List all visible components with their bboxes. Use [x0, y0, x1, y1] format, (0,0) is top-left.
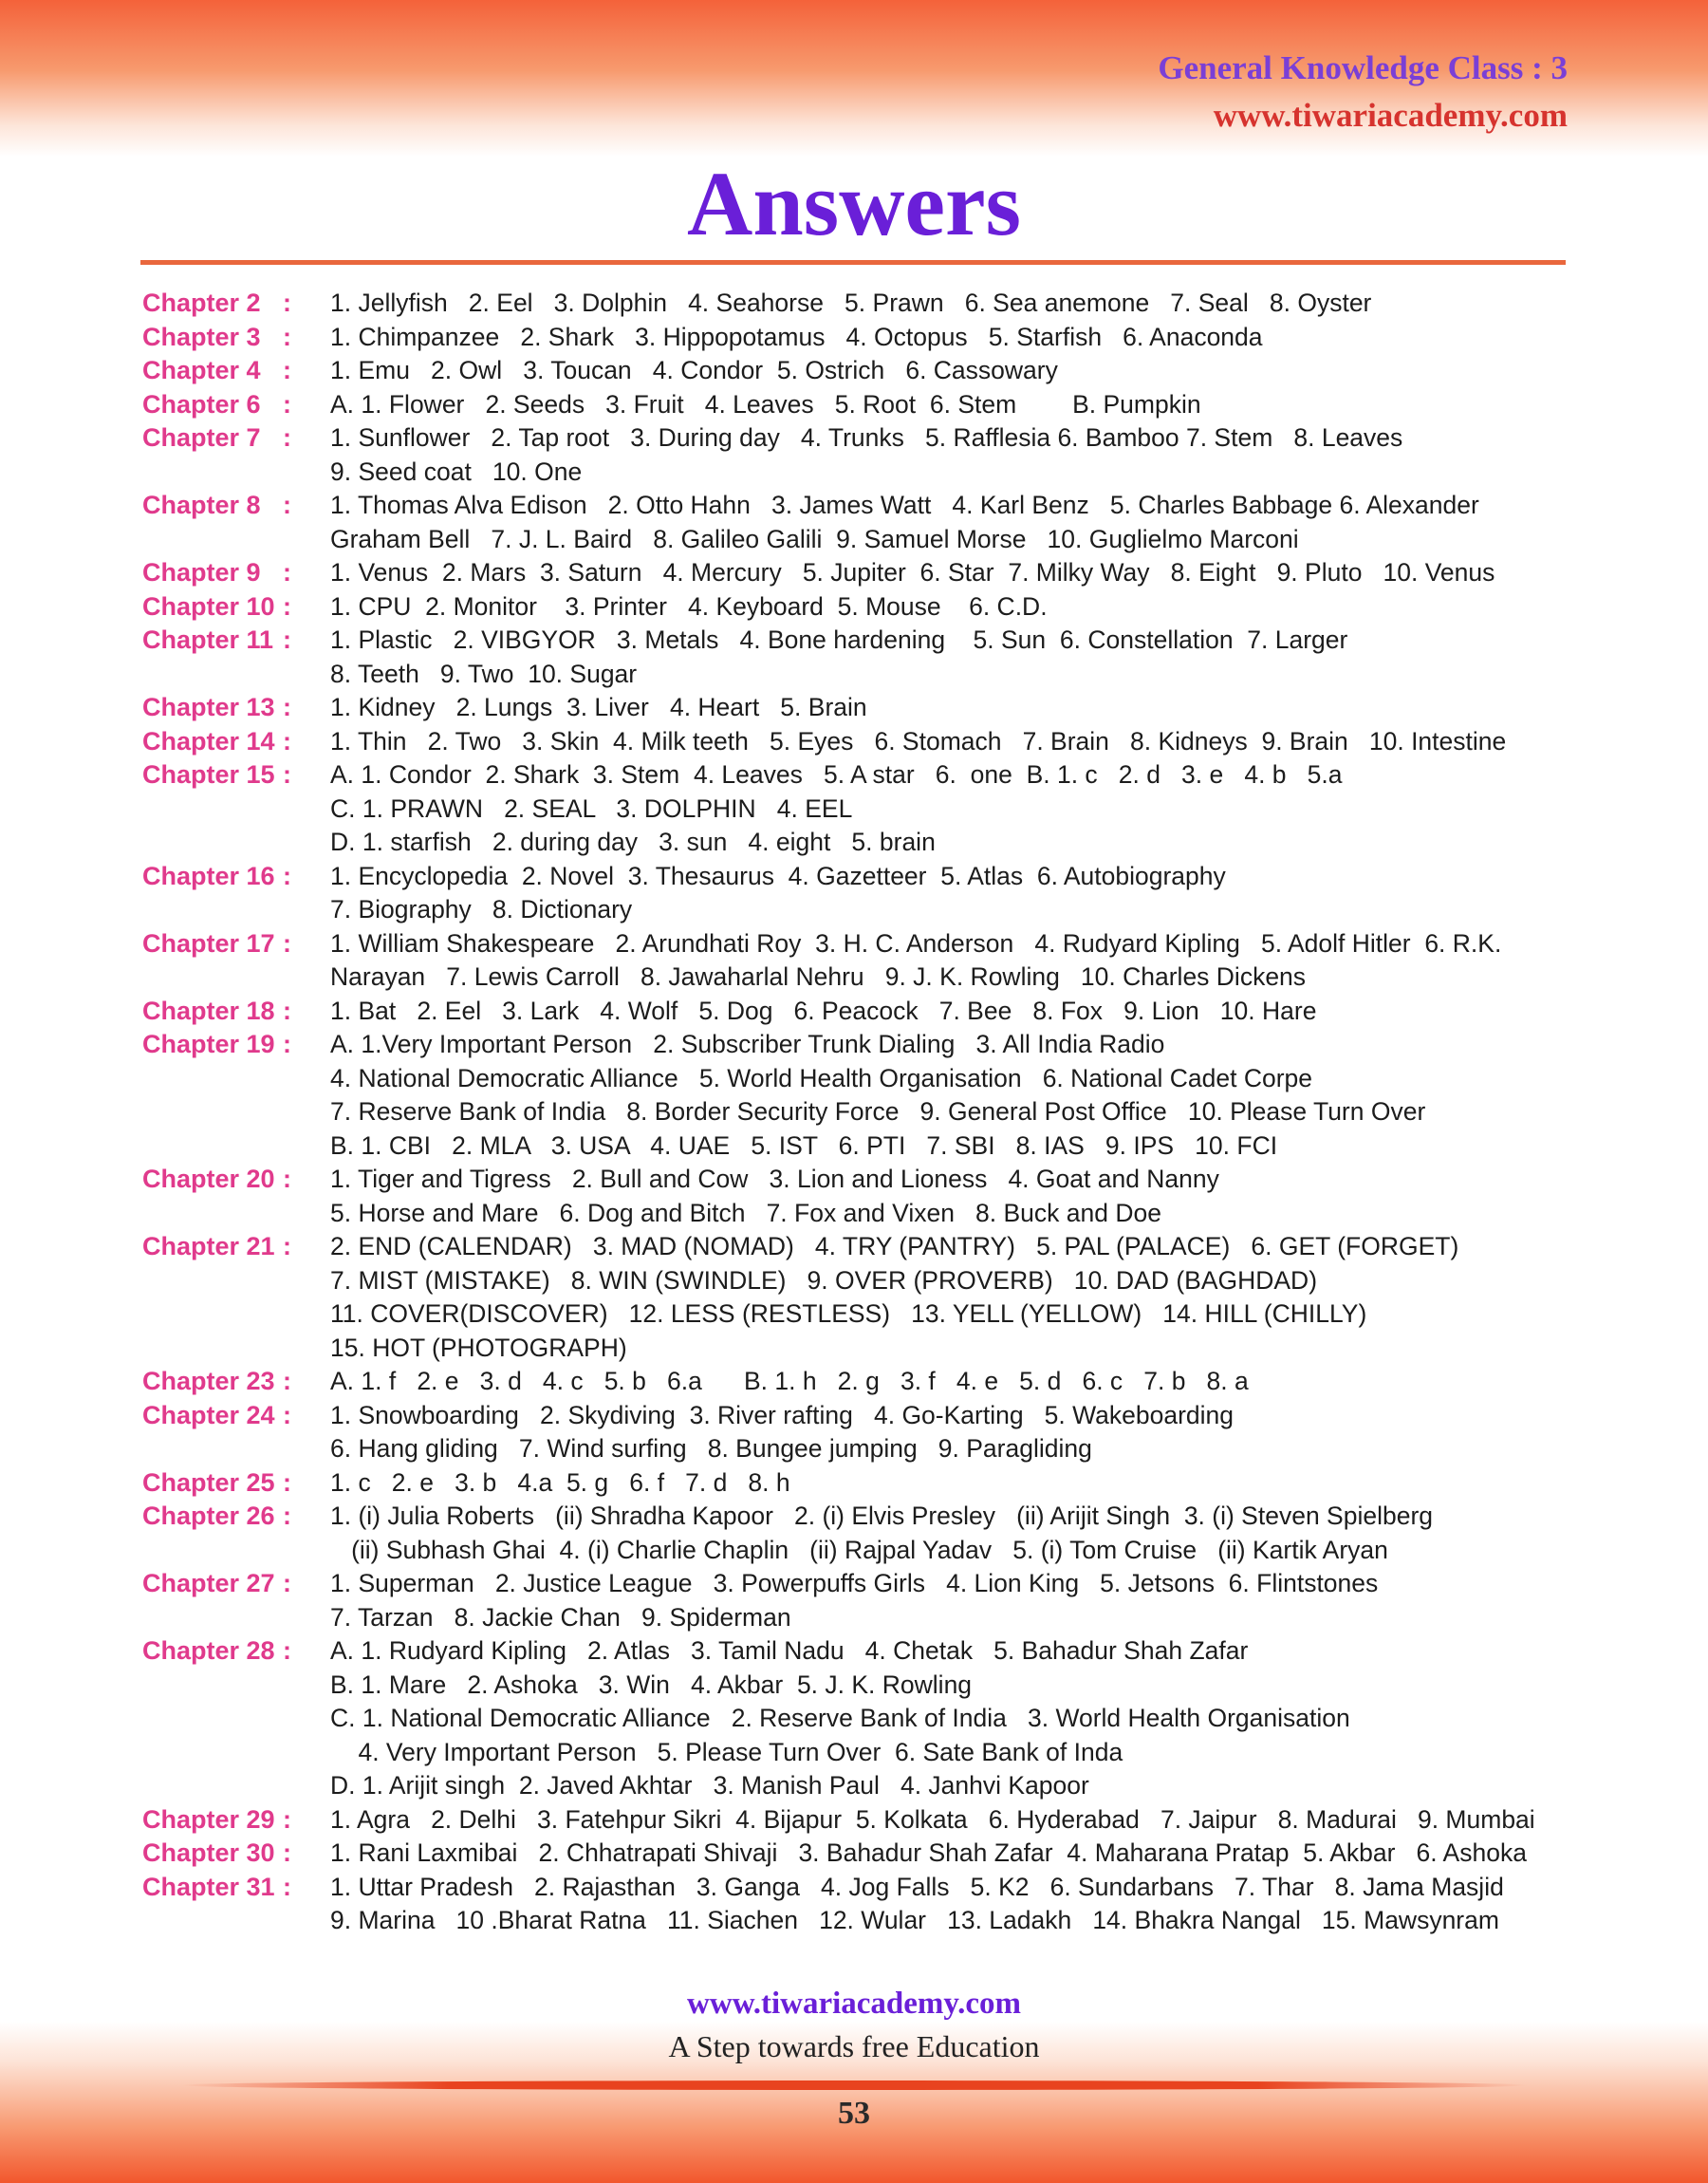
chapter-separator: :	[283, 1030, 291, 1058]
chapter-answers	[330, 1399, 1575, 1466]
chapter-label: Chapter 29	[142, 1804, 275, 1834]
answer-line: 1. Agra 2. Delhi 3. Fatehpur Sikri 4. Bijapur 5. Kolkata 6. Hyderabad 7. Jaipur 8. Madurai 9. Mumbai	[330, 1804, 1535, 1834]
chapter-row	[142, 860, 1575, 927]
answer-line: 7. Biography 8. Dictionary	[330, 895, 633, 924]
chapter-separator: :	[283, 423, 291, 452]
chapter-row	[142, 354, 1575, 388]
chapter-row	[142, 1163, 1575, 1230]
answer-line: D. 1. Arijit singh 2. Javed Akhtar 3. Manish Paul 4. Janhvi Kapoor	[330, 1771, 1089, 1800]
chapter-label: Chapter 28	[142, 1636, 275, 1665]
chapter-separator: :	[283, 996, 291, 1025]
chapter-answers	[330, 1028, 1575, 1163]
answer-line: 4. Very Important Person 5. Please Turn Over 6. Sate Bank of Inda	[330, 1737, 1123, 1766]
chapter-label: Chapter 13	[142, 693, 275, 721]
chapter-answers	[330, 927, 1575, 995]
chapter-label: Chapter 11	[142, 625, 274, 654]
footer-url[interactable]: www.tiwariacademy.com	[687, 1987, 1021, 2021]
chapter-row	[142, 421, 1575, 489]
chapter-label: Chapter 27	[142, 1569, 275, 1597]
chapter-separator: :	[283, 1838, 291, 1867]
answer-line: 6. Hang gliding 7. Wind surfing 8. Bungee jumping 9. Paragliding	[330, 1434, 1092, 1463]
chapter-separator: :	[283, 1569, 291, 1597]
answer-line: 1. Emu 2. Owl 3. Toucan 4. Condor 5. Ostrich 6. Cassowary	[330, 356, 1058, 384]
answer-line: A. 1. Rudyard Kipling 2. Atlas 3. Tamil Nadu 4. Chetak 5. Bahadur Shah Zafar	[330, 1636, 1249, 1665]
answer-line: A. 1.Very Important Person 2. Subscriber Trunk Dialing 3. All India Radio	[330, 1030, 1165, 1058]
chapter-answers	[330, 1500, 1575, 1567]
chapter-answers	[330, 1803, 1575, 1838]
answer-line: 11. COVER(DISCOVER) 12. LESS (RESTLESS) 13. YELL (YELLOW) 14. HILL (CHILLY)	[330, 1299, 1367, 1328]
chapter-separator: :	[283, 1467, 291, 1497]
chapter-separator: :	[283, 1804, 291, 1834]
chapter-label: Chapter 15	[142, 760, 275, 789]
chapter-separator: :	[283, 558, 291, 587]
chapter-label: Chapter 21	[142, 1232, 275, 1260]
chapter-separator: :	[283, 1232, 291, 1260]
chapter-answers	[330, 725, 1575, 759]
chapter-row	[142, 590, 1575, 625]
chapter-separator: :	[283, 1367, 291, 1395]
chapter-label: Chapter 8	[142, 491, 261, 519]
answer-line: C. 1. National Democratic Alliance 2. Reserve Bank of India 3. World Health Organisation	[330, 1704, 1350, 1732]
chapter-answers	[330, 691, 1575, 725]
footer-divider	[180, 2080, 1528, 2090]
chapter-separator: :	[283, 726, 291, 756]
chapter-separator: :	[283, 356, 291, 384]
answer-line: 1. Bat 2. Eel 3. Lark 4. Wolf 5. Dog 6. Peacock 7. Bee 8. Fox 9. Lion 10. Hare	[330, 996, 1317, 1025]
chapter-answers	[330, 321, 1575, 355]
chapter-label: Chapter 20	[142, 1165, 275, 1193]
answer-line: 1. Thin 2. Two 3. Skin 4. Milk teeth 5. Eyes 6. Stomach 7. Brain 8. Kidneys 9. Brain 10. Intestine	[330, 726, 1507, 756]
chapter-label: Chapter 26	[142, 1502, 275, 1530]
answer-line: A. 1. Condor 2. Shark 3. Stem 4. Leaves 5. A star 6. one B. 1. c 2. d 3. e 4. b 5.a	[330, 760, 1343, 789]
chapter-row	[142, 287, 1575, 321]
answer-line: 1. Uttar Pradesh 2. Rajasthan 3. Ganga 4. Jog Falls 5. K2 6. Sundarbans 7. Thar 8. Jama Masjid	[330, 1872, 1504, 1901]
chapter-answers	[330, 354, 1575, 388]
answer-line: 1. CPU 2. Monitor 3. Printer 4. Keyboard 5. Mouse 6. C.D.	[330, 591, 1048, 621]
chapter-answers	[330, 489, 1575, 556]
title-divider	[140, 260, 1566, 265]
answer-line: (ii) Subhash Ghai 4. (i) Charlie Chaplin (ii) Rajpal Yadav 5. (i) Tom Cruise (ii) Kartik Aryan	[330, 1535, 1388, 1564]
chapter-separator: :	[283, 1400, 291, 1429]
chapter-row	[142, 1399, 1575, 1466]
answer-line: B. 1. CBI 2. MLA 3. USA 4. UAE 5. IST 6. PTI 7. SBI 8. IAS 9. IPS 10. FCI	[330, 1130, 1278, 1160]
answer-line: 1. Kidney 2. Lungs 3. Liver 4. Heart 5. Brain	[330, 693, 867, 721]
answer-line: 1. Encyclopedia 2. Novel 3. Thesaurus 4. Gazetteer 5. Atlas 6. Autobiography	[330, 861, 1226, 890]
answer-line: 5. Horse and Mare 6. Dog and Bitch 7. Fox and Vixen 8. Buck and Doe	[330, 1198, 1161, 1227]
chapter-row	[142, 758, 1575, 860]
chapter-row	[142, 556, 1575, 590]
chapter-row	[142, 388, 1575, 422]
answer-line: Graham Bell 7. J. L. Baird 8. Galileo Galili 9. Samuel Morse 10. Guglielmo Marconi	[330, 524, 1299, 553]
answer-line: A. 1. Flower 2. Seeds 3. Fruit 4. Leaves 5. Root 6. Stem B. Pumpkin	[330, 389, 1201, 419]
chapter-answers	[330, 1567, 1575, 1634]
chapter-answers	[330, 995, 1575, 1029]
chapter-label: Chapter 3	[142, 322, 261, 351]
chapter-row	[142, 489, 1575, 556]
chapter-label: Chapter 4	[142, 356, 261, 384]
chapter-row	[142, 927, 1575, 995]
chapter-separator: :	[283, 928, 291, 958]
answer-line: D. 1. starfish 2. during day 3. sun 4. eight 5. brain	[330, 828, 936, 856]
chapter-label: Chapter 23	[142, 1367, 275, 1395]
answer-line: 1. Plastic 2. VIBGYOR 3. Metals 4. Bone hardening 5. Sun 6. Constellation 7. Larger	[330, 625, 1348, 654]
chapter-row	[142, 691, 1575, 725]
chapter-label: Chapter 19	[142, 1030, 275, 1058]
chapter-separator: :	[283, 861, 291, 890]
chapter-label: Chapter 25	[142, 1467, 275, 1497]
chapter-separator: :	[283, 693, 291, 721]
answer-line: Narayan 7. Lewis Carroll 8. Jawaharlal Nehru 9. J. K. Rowling 10. Charles Dickens	[330, 962, 1307, 991]
chapter-label: Chapter 2	[142, 289, 261, 317]
chapter-answers	[330, 556, 1575, 590]
chapter-row	[142, 1871, 1575, 1938]
chapter-row	[142, 1803, 1575, 1838]
chapter-row	[142, 995, 1575, 1029]
answer-line: 1. Thomas Alva Edison 2. Otto Hahn 3. James Watt 4. Karl Benz 5. Charles Babbage 6. Alexander	[330, 491, 1479, 519]
chapter-label: Chapter 7	[142, 423, 261, 452]
answer-line: A. 1. f 2. e 3. d 4. c 5. b 6.a B. 1. h 2. g 3. f 4. e 5. d 6. c 7. b 8. a	[330, 1367, 1249, 1395]
footer-tagline: A Step towards free Education	[668, 2029, 1040, 2063]
chapter-row	[142, 1365, 1575, 1399]
chapter-row	[142, 1500, 1575, 1567]
chapter-separator: :	[283, 289, 291, 317]
chapter-answers	[330, 1163, 1575, 1230]
chapter-answers	[330, 1871, 1575, 1938]
chapter-label: Chapter 10	[142, 591, 275, 621]
chapter-label: Chapter 6	[142, 389, 261, 419]
chapter-separator: :	[283, 1636, 291, 1665]
chapter-answers	[330, 388, 1575, 422]
chapter-answers	[330, 1365, 1575, 1399]
chapter-answers	[330, 1634, 1575, 1803]
chapter-separator: :	[283, 322, 291, 351]
answer-line: 1. Tiger and Tigress 2. Bull and Cow 3. Lion and Lioness 4. Goat and Nanny	[330, 1165, 1219, 1193]
chapter-label: Chapter 14	[142, 726, 275, 756]
chapter-answers	[330, 860, 1575, 927]
chapter-row	[142, 1837, 1575, 1871]
chapter-separator: :	[283, 625, 291, 654]
chapter-answers	[330, 1230, 1575, 1365]
answer-line: 7. Tarzan 8. Jackie Chan 9. Spiderman	[330, 1602, 791, 1632]
header-url[interactable]: www.tiwariacademy.com	[1213, 97, 1568, 134]
chapter-separator: :	[283, 491, 291, 519]
answer-line: 1. Rani Laxmibai 2. Chhatrapati Shivaji 3. Bahadur Shah Zafar 4. Maharana Pratap 5. Akbar 6. Ashoka	[330, 1838, 1527, 1867]
chapter-answers	[330, 1466, 1575, 1501]
answer-line: 1. Jellyfish 2. Eel 3. Dolphin 4. Seahorse 5. Prawn 6. Sea anemone 7. Seal 8. Oyster	[330, 289, 1372, 317]
chapter-separator: :	[283, 591, 291, 621]
chapter-label: Chapter 9	[142, 558, 261, 587]
chapter-answers	[330, 287, 1575, 321]
chapter-row	[142, 624, 1575, 691]
answer-line: 7. Reserve Bank of India 8. Border Security Force 9. General Post Office 10. Please Turn Over	[330, 1097, 1426, 1126]
answer-line: 4. National Democratic Alliance 5. World Health Organisation 6. National Cadet Corpe	[330, 1063, 1313, 1092]
chapter-label: Chapter 18	[142, 996, 275, 1025]
page-title: Answers	[687, 153, 1021, 254]
answers-list	[142, 287, 1575, 1938]
answer-line: 15. HOT (PHOTOGRAPH)	[330, 1333, 627, 1362]
chapter-answers	[330, 421, 1575, 489]
chapter-answers	[330, 624, 1575, 691]
answer-line: 2. END (CALENDAR) 3. MAD (NOMAD) 4. TRY (PANTRY) 5. PAL (PALACE) 6. GET (FORGET)	[330, 1232, 1459, 1260]
header-class-label: General Knowledge Class : 3	[1158, 49, 1568, 86]
answer-line: 8. Teeth 9. Two 10. Sugar	[330, 659, 638, 688]
answer-line: C. 1. PRAWN 2. SEAL 3. DOLPHIN 4. EEL	[330, 793, 853, 823]
chapter-answers	[330, 1837, 1575, 1871]
chapter-separator: :	[283, 389, 291, 419]
chapter-answers	[330, 758, 1575, 860]
answer-line: 1. Venus 2. Mars 3. Saturn 4. Mercury 5. Jupiter 6. Star 7. Milky Way 8. Eight 9. Pluto 10. Venus	[330, 558, 1495, 587]
chapter-label: Chapter 31	[142, 1872, 275, 1901]
chapter-answers	[330, 590, 1575, 625]
chapter-label: Chapter 17	[142, 928, 275, 958]
chapter-label: Chapter 16	[142, 861, 275, 890]
chapter-row	[142, 1230, 1575, 1365]
answer-line: 1. Snowboarding 2. Skydiving 3. River rafting 4. Go-Karting 5. Wakeboarding	[330, 1400, 1235, 1429]
chapter-row	[142, 1466, 1575, 1501]
answer-line: B. 1. Mare 2. Ashoka 3. Win 4. Akbar 5. J. K. Rowling	[330, 1670, 973, 1699]
chapter-row	[142, 725, 1575, 759]
answer-line: 1. c 2. e 3. b 4.a 5. g 6. f 7. d 8. h	[330, 1467, 790, 1497]
chapter-separator: :	[283, 1502, 291, 1530]
answer-line: 9. Seed coat 10. One	[330, 457, 583, 486]
chapter-row	[142, 321, 1575, 355]
answer-line: 1. Superman 2. Justice League 3. Powerpuffs Girls 4. Lion King 5. Jetsons 6. Flintstones	[330, 1569, 1379, 1597]
chapter-row	[142, 1634, 1575, 1803]
chapter-row	[142, 1028, 1575, 1163]
answer-line: 9. Marina 10 .Bharat Ratna 11. Siachen 12. Wular 13. Ladakh 14. Bhakra Nangal 15. Mawsynram	[330, 1906, 1499, 1934]
answer-line: 1. William Shakespeare 2. Arundhati Roy 3. H. C. Anderson 4. Rudyard Kipling 5. Adolf Hitler 6. R.K.	[330, 928, 1502, 958]
answer-line: 7. MIST (MISTAKE) 8. WIN (SWINDLE) 9. OVER (PROVERB) 10. DAD (BAGHDAD)	[330, 1265, 1318, 1295]
chapter-label: Chapter 24	[142, 1400, 275, 1429]
chapter-row	[142, 1567, 1575, 1634]
answer-line: 1. (i) Julia Roberts (ii) Shradha Kapoor 2. (i) Elvis Presley (ii) Arijit Singh 3. (i) Steven Spielberg	[330, 1502, 1434, 1530]
chapter-label: Chapter 30	[142, 1838, 275, 1867]
chapter-separator: :	[283, 1165, 291, 1193]
chapter-separator: :	[283, 1872, 291, 1901]
answer-line: 1. Sunflower 2. Tap root 3. During day 4. Trunks 5. Rafflesia 6. Bamboo 7. Stem 8. Leaves	[330, 423, 1403, 452]
page-number: 53	[838, 2096, 870, 2131]
answer-line: 1. Chimpanzee 2. Shark 3. Hippopotamus 4. Octopus 5. Starfish 6. Anaconda	[330, 322, 1263, 351]
chapter-separator: :	[283, 760, 291, 789]
